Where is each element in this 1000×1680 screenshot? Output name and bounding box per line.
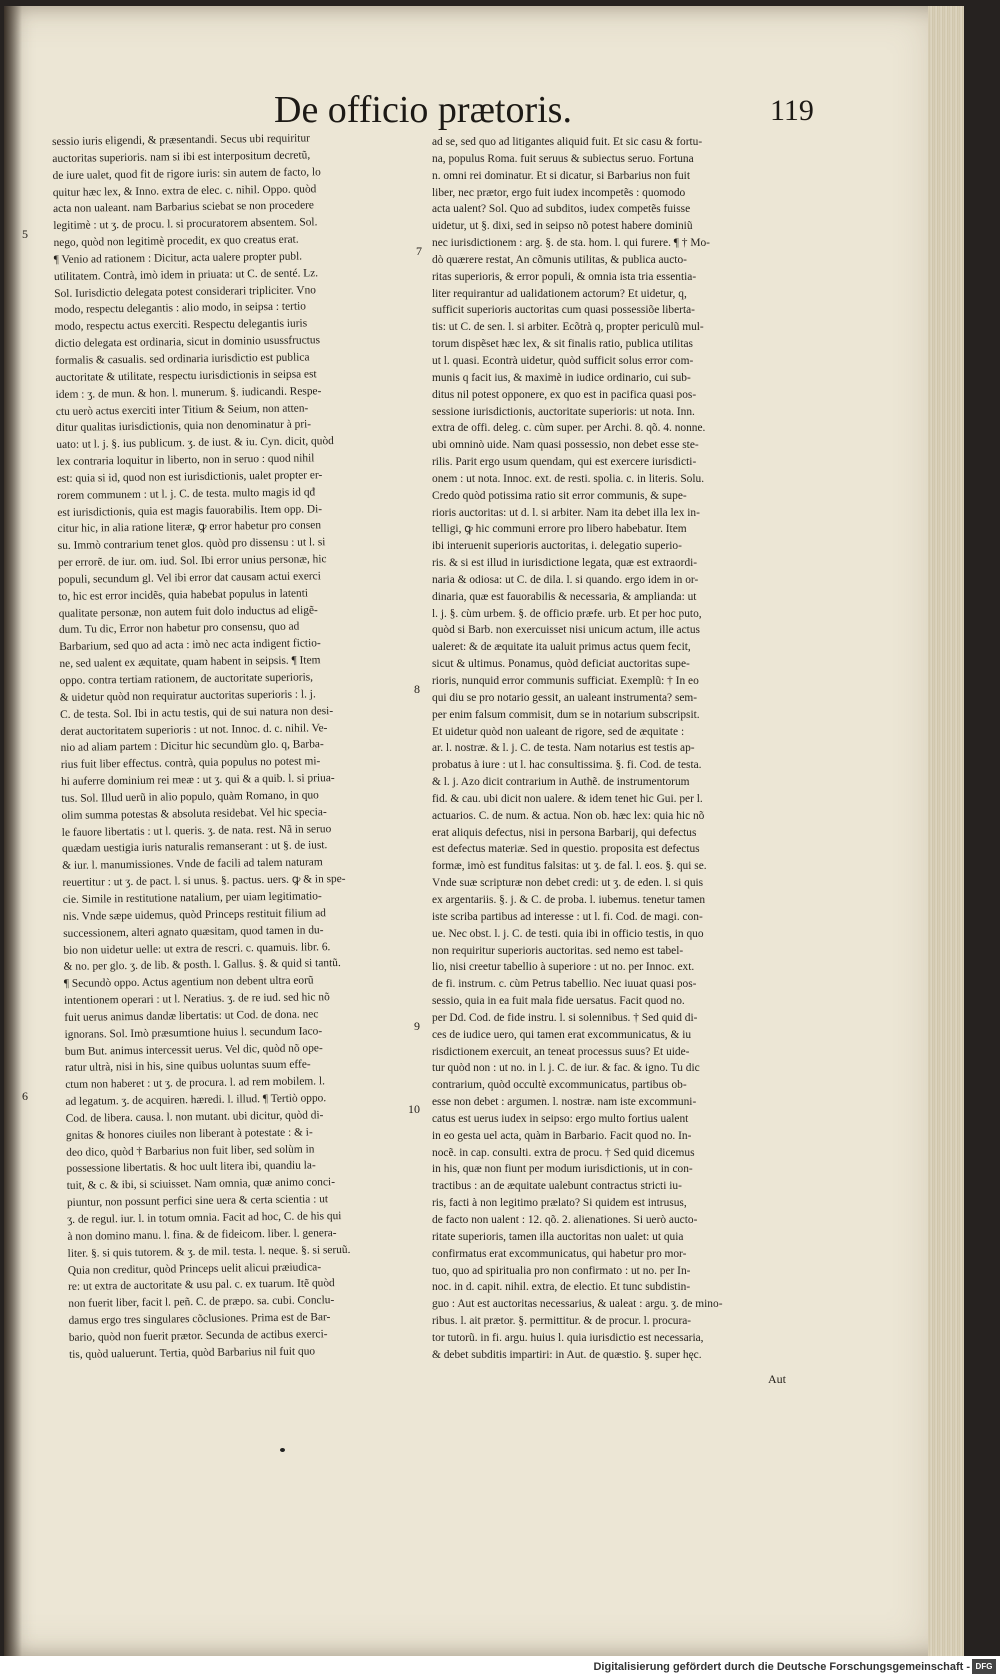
text-line: cie. Simile in restitutione natalium, per uiam legitimatio- [62,890,322,906]
text-line: ditur qualitas iurisdictionis, quia non denominatur à pri- [56,418,312,435]
text-line: torum dispẽset hæc lex, & sit finalis ratio, publica utilitas [432,338,693,351]
text-line: formæ, imò est funditus falsitas: ut ʒ. de fal. l. eos. §. qui se. [432,860,707,873]
text-line: guo : Aut est auctoritas necessarius, & ualeat : argu. ʒ. de mino- [432,1298,723,1311]
text-line: qui diu se pro notario gessit, an ualeant instrumenta? sem- [432,691,698,704]
text-line: de fi. instrum. c. cùm Petrus tabellio. Nec iuuat quasi pos- [432,978,697,991]
text-line: tor tutorũ. in fi. argu. huius l. quia iurisdictio est necessaria, [432,1331,704,1344]
text-line: noc. in d. capit. nihil. extra, de electio. Et tunc subdistin- [432,1281,691,1294]
text-line: intentionem operari : ut l. Neratius. ʒ. de re iud. sed hic nõ [64,991,330,1007]
text-line: & uidetur quòd non requiratur auctoritas superioris : l. j. [59,688,316,704]
text-line: ratur ultrà, nisi in his, sine quibus uoluntas suum effe- [64,1058,311,1075]
text-line: auctoritas superioris. nam si ibi est interpositum decretũ, [52,149,311,165]
text-line: re: ut extra de auctoritate & usu pal. c. ex tuarum. Itẽ quòd [68,1277,335,1294]
text-line: est iurisdictionis, quia est magis fauorabilis. Item opp. Di- [57,502,323,519]
text-line: extra de offi. deleg. c. cùm super. per Archi. 8. qõ. 4. nonne. [432,422,706,435]
text-line: rioris, nunquid error communis sufficiat. Exemplũ: † In eo [432,675,699,687]
text-line: liber, nec prætor, ergo fuit iudex incompetẽs : quomodo [432,186,686,199]
text-line: utilitatem. Contrà, imò idem in priuata: ut C. de senté. Lz. [53,267,319,283]
ink-speck [280,1448,285,1452]
running-title: De officio prætoris. [274,89,572,131]
text-line: su. Immò contrarium tenet glos. quòd pro dissensu : ut l. si [57,536,326,553]
text-line: derat auctoritatem superioris : ut not. Innoc. d. c. nihil. Ve- [60,721,328,738]
text-line: & iur. l. manumissiones. Vnde de facili ad talem naturam [62,856,323,873]
marginal-number-5: 5 [22,227,28,241]
text-line: & l. j. Azo dicit contrarium in Authẽ. de instrumentorum [432,776,690,789]
text-line: bario, quòd non fuerit prætor. Secunda de actibus exerci- [68,1328,328,1344]
text-line: to, hic est error incidẽs, quia habebat populus in latenti [58,587,309,603]
text-line: ibi interuenit superioris auctoritas, i. delegatio superio- [432,540,682,553]
text-line: ue. Nec obst. l. j. C. de testi. quia ibi in officio testis, in quo [432,927,704,940]
text-line: Barbarium, sed quo ad acta : imò nec acta indigent fictio- [59,637,321,654]
text-line: contrarium, quòd occultè excommunicatus, partibus ob- [432,1079,687,1092]
marginal-number-6: 6 [22,1089,28,1103]
text-line: & no. per glo. ʒ. de lib. & posth. l. Gallus. §. & quid si tantũ. [63,957,341,974]
text-line: confirmatus erat excommunicatus, qui habetur pro mor- [432,1247,687,1260]
text-line: nec iurisdictionem : arg. §. de sta. hom. l. qui furere. ¶ † Mo- [432,237,710,250]
text-line: rorem communem : ut l. j. C. de testa. multo magis id qđ [56,486,316,502]
text-line: sessio, quia in ea fuit mala fide uersatus. Facit quod no. [432,995,685,1008]
text-line: ubi omninò uide. Nam quasi possessio, non debet esse ste- [432,439,699,452]
text-line: nis. Vnde sæpe uidemus, quòd Princeps restituit filium ad [62,907,327,923]
marginal-number-7: 7 [416,244,422,258]
text-line: hi auferre dominium rei meæ : ut ʒ. qui & a quib. l. si priua- [60,772,335,788]
text-line: tis, quòd ualuerunt. Tertia, quòd Barbarius nil fuit quo [68,1345,316,1361]
text-line: per Dd. Cod. de fide instru. l. si solennibus. † Sed quid di- [432,1011,698,1024]
text-line: non requiritur superioris auctoritas. sed nemo est tabel- [432,944,684,957]
text-line: ne, sed ualent ex æquitate, quam habent in seipsis. ¶ Item [59,654,321,671]
text-line: formalis & casualis. sed ordinaria iurisdictio est publica [55,351,310,367]
text-line: tus. Sol. Illud uerũ in alio populo, quàm Romano, in quo [61,789,319,805]
text-line: fuit uerus animus dandæ libertatis: ut Cod. de dona. nec [64,1008,319,1024]
text-line: l. j. §. cùm urbem. §. de officio præfe. urb. Et per hoc puto, [432,607,702,620]
text-line: sessio iuris eligendi, & præsentandi. Secus ubi requiritur [52,132,311,148]
text-line: modo, respectu delegantis : alio modo, in seipsa : tertio [54,300,307,317]
text-line: erat aliquis defectus, nisi in persona Barbarij, qui defectus [432,826,697,839]
text-line: dinaria, quæ est fauorabilis & necessaria, & amplianda: ut [432,590,697,603]
text-line: Credo quòd potissima ratio sit error communis, & supe- [432,489,687,502]
text-line: risdictionem exercuit, an teneat processus suus? Et uide- [432,1045,690,1058]
text-line: nio ad aliam partem : Dicitur hic secundùm glo. q, Barba- [60,738,324,755]
text-line: legitimè : ut ʒ. de procu. l. si procuratorem absentem. Sol. [53,216,318,233]
marginal-number-9: 9 [414,1019,420,1033]
folio-number: 119 [770,94,814,127]
text-line: C. de testa. Sol. Ibi in actu testis, qui de sui natura non desi- [60,704,334,721]
text-line: est defectus materiæ. Sed in questio. proposita est defectus [432,843,700,856]
text-line: ces de iudice uero, qui tamen erat excommunicatus, & iu [432,1028,692,1041]
text-line: non fuerit liber, facit l. peñ. C. de præpo. sa. cubi. Conclu- [68,1294,335,1311]
text-line: ctu uerò actus exerciti inter Titium & Seium, non atten- [55,401,309,418]
text-line: lex contraria loquitur in liberto, non in seruo : quod nihil [56,452,315,468]
text-line: rius fuit liber effectus. contrà, quia populus no potest mi- [60,755,321,772]
text-line: sicut & ultimus. Ponamus, quòd deficiat auctoritas supe- [432,658,690,671]
text-line: ris, facti à non legitimo prælato? Si quidem est intrusus, [432,1197,687,1210]
text-line: dum. Tu dic, Error non habetur pro consensu, quo ad [58,621,300,637]
text-line: sessione iurisdictionis, auctoritate superioris: ut nota. Inn. [432,405,695,418]
text-line: probatus à iure : ut l. hac consultissima. §. fi. Cod. de testa. [432,759,702,772]
text-line: rilis. Parit ergo usum quendam, qui est exercere iurisdicti- [432,456,697,469]
text-line: bum But. animus intercessit uerus. Vel dic, quòd nõ ope- [64,1041,323,1058]
text-line: oppo. contra tertiam rationem, de auctoritate superioris, [59,671,314,687]
left-column [52,129,424,1363]
text-line: quòd si Barb. non exercuisset nisi unicum actum, ille actus [432,624,700,637]
text-line: deo dico, quòd † Barbarius non fuit liber, sed solùm in [66,1143,315,1159]
text-line: Cod. de libera. causa. l. non mutant. ubi dicitur, quòd di- [65,1109,324,1125]
text-line: reuertitur : ut ʒ. de pact. l. si unus. §. pactus. uers. ꝙ & in spe- [62,873,346,890]
text-line: est: quia si id, quod non est iurisdictionis, ualet propter er- [56,469,323,485]
text-line: tuit, & c. & ibi, si sciuisset. Nam omnia, quæ animo conci- [66,1176,336,1193]
text-line: ignorans. Sol. Imò præsumtione huius l. secundum Iaco- [64,1025,323,1041]
text-line: de facto non ualent : 12. qõ. 2. alienationes. Si uerò aucto- [432,1214,698,1226]
text-line: auctoritate & utilitate, respectu iurisdictionis in seipsa est [55,368,317,384]
text-line: damus ergo tres singulares cõclusiones. Prima est de Bar- [68,1311,331,1327]
text-line: ar. l. nostræ. & l. j. C. de testa. Nam notarius est testis ap- [432,742,695,755]
text-line: ʒ. de regul. iur. l. in totum omnia. Facit ad hoc, C. de his qui [67,1210,342,1226]
text-line: Quia non creditur, quòd Princeps uelit alicui præiudica- [67,1260,322,1277]
text-line: sufficit superioris auctoritas cum quasi possessiõe liberta- [432,304,695,317]
spine-shadow [4,6,22,1656]
text-line: ditus nil potest opponere, ex quo est in pacifica quasi pos- [432,388,697,401]
text-line: Sol. Iurisdictio delegata potest considerari tripliciter. Vno [54,283,317,300]
text-line: & debet subditis impartiri: in Aut. de quæstio. §. super hęc. [432,1348,702,1361]
text-line: qualitate personæ, non autem fuit dolo inductus ad eligẽ- [58,603,318,620]
marginal-number-8: 8 [414,682,420,696]
text-line: quædam uestigia iuris naturalis remanserant : ut §. de iust. [61,839,328,856]
text-line: in his, quæ non fiunt per modum iurisdictionis, ut in con- [432,1163,693,1176]
text-line: in eo gesta uel acta, quàm in Barbario. Facit quod no. In- [432,1129,692,1142]
text-line: n. omni rei dominatur. Et si dicatur, si Barbarius non fuit [432,169,691,182]
text-line: idem : ʒ. de mun. & hon. l. munerum. §. iudicandi. Respe- [55,384,322,401]
text-line: liter requirantur ad ualidationem actorum? Et uidetur, q, [432,287,687,300]
text-line: gnitas & honores ciuiles non liberant à potestate : & i- [65,1126,313,1142]
text-line: ¶ Venio ad rationem : Dicitur, acta ualere propter publ. [53,250,303,266]
text-line: tractibus : an de æquitate ualebunt contractus stricti iu- [432,1180,682,1193]
text-line: uato: ut l. j. §. ius publicum. ʒ. de iust. & iu. Cyn. dicit, quòd [56,435,334,452]
text-line: ritas superioris, & error populi, & omnia ista tria essentia- [432,270,697,283]
dfg-logo-icon: DFG [972,1659,996,1674]
text-line: naria & odiosa: ut C. de dila. l. si quando. ergo idem in or- [432,573,699,586]
text-line: iste scriba partibus ad interesse : ut l. fi. Cod. de magi. con- [432,910,703,923]
text-line: lio, nisi creetur tabellio à superiore : ut no. per Innoc. ext. [432,961,695,974]
text-line: bio non uidetur uelle: ut extra de rescri. c. quamuis. libr. 6. [63,940,331,957]
digitization-credit: Digitalisierung gefördert durch die Deutsche Forschungsgemeinschaft - [593,1661,970,1673]
text-line: possessione libertatis. & hoc uult litera ibi, quandiu la- [66,1159,316,1176]
text-line: acta ualent? Sol. Quo ad subditos, iudex competẽs fuisse [432,203,691,216]
text-line: quitur hæc lex, & Inno. extra de elec. c. nihil. Oppo. quòd [52,182,317,199]
text-line: munis q facit ius, & maximè in iudice ordinario, cui sub- [432,371,691,384]
text-line: ad se, sed quo ad litigantes aliquid fuit. Et sic casu & fortu- [432,136,703,148]
text-line: Et uidetur quòd non ualeant de rigore, sed de æquitate : [432,725,685,738]
text-line: ritate superioris, tamen illa auctoritas non ualet: ut quia [432,1230,684,1243]
text-line: ualeret: & de æquitate ita ualuit primus actus quem fecit, [432,641,691,654]
text-line: ex argentariis. §. j. & C. de proba. l. iubemus. tenetur tamen [432,893,706,906]
text-line: actuarios. C. de num. & actua. Non ob. hæc lex: quia hic nõ [432,809,705,822]
book-page [4,6,964,1656]
text-line: nocẽ. in cap. consulti. extra de procu. † Sed quid dicemus [432,1146,695,1159]
text-line: ad legatum. ʒ. de acquiren. hæredi. l. illud. ¶ Tertiò oppo. [65,1092,327,1108]
text-line: ctum non haberet : ut ʒ. de procura. l. ad rem mobilem. l. [65,1075,326,1092]
text-line: piuntur, non possunt perfici sine uera & certa scientia : ut [66,1193,329,1210]
text-line: tur quòd non : ut no. in l. j. C. de iur. & fac. & igno. Tu dic [432,1062,700,1075]
text-line: acta non ualeant. nam Barbarius sciebat se non procedere [52,199,315,216]
text-line: onem : ut nota. Innoc. ext. de resti. spolia. c. in literis. Solu. [432,472,705,485]
text-line: ut l. quasi. Econtrà uidetur, quòd sufficit solus error com- [432,354,694,367]
text-line: tis: ut C. de sen. l. si arbiter. Ecõtrà q, propter periculũ mul- [432,321,704,334]
right-column [432,134,787,1364]
text-line: de iure ualet, quod fit de rigore iuris: sin autem de facto, lo [52,165,321,182]
text-line: catus est uerus iudex in seipso: ergo multo fortius ualent [432,1112,689,1125]
text-line: liter. §. si quis tutorem. & ʒ. de mil. testa. l. neque. §. si seruũ. [67,1243,351,1260]
text-line: dò quærere restat, An cõmunis utilitas, & publica aucto- [432,253,687,266]
text-line: ris. & si est illud in iurisdictione legata, quæ est extraordi- [432,557,698,570]
text-line: citur hic, in alia ratione literæ, ꝙ error habetur pro consen [57,519,322,536]
text-line: per enim falsum commisit, dum se in notarium subscripsit. [432,708,700,721]
text-line: ribus. l. ait prætor. §. permittitur. & de procur. l. procura- [432,1315,692,1328]
text-line: olim summa potestas & absoluta residebat. Vel hic specia- [61,805,327,822]
page-edges [928,6,964,1656]
text-line: Vnde suæ scripturæ non debet credi: ut ʒ. de eden. l. si quis [432,877,704,890]
text-line: dictio delegata est ordinaria, sicut in dominio usussfructus [54,334,321,351]
text-line: à non domino manu. l. fina. & de fideicom. liber. l. genera- [67,1226,337,1243]
text-line: le fauore libertatis : ut l. queris. ʒ. de nata. rest. Nã in seruo [61,822,332,839]
text-line: fid. & cau. ubi dicit non ualere. & idem tenet hic Gui. per l. [432,792,703,805]
marginal-number-10: 10 [408,1102,420,1116]
text-line: na, populus Roma. fuit seruus & subiectus seruo. Fortuna [432,152,694,165]
text-line: tuo, quo ad spiritualia pro non confirmato : ut no. per In- [432,1264,691,1277]
text-line: modo, respectu actus exerciti. Respectu delegantis iuris [54,317,308,334]
text-line: populi, secundum gl. Vel ibi error dat causam actui exerci [58,570,321,586]
text-line: successionem, alteri agnato quæsitam, quod tamen in du- [63,923,324,940]
text-line: nego, quòd non legitimè procedit, ex quo creatus erat. [53,233,299,250]
text-line: esse non debet : argumen. l. nostræ. nam iste excommuni- [432,1096,697,1109]
text-line: per errorẽ. de iur. om. iud. Sol. Ibi error unius personæ, hic [57,553,327,570]
catchword: Aut [768,1372,786,1386]
text-line: telligi, ꝙ hic communi errore pro libero habebatur. Item [432,523,687,536]
text-line: uidetur, ut §. dixi, sed in seipso nõ potest habere dominiũ [432,220,693,233]
text-line: ¶ Secundò oppo. Actus agentium non debent ultra eorũ [63,974,314,991]
text-line: rioris auctoritas: ut d. l. si arbiter. Nam ita debet illa lex in- [432,506,700,519]
